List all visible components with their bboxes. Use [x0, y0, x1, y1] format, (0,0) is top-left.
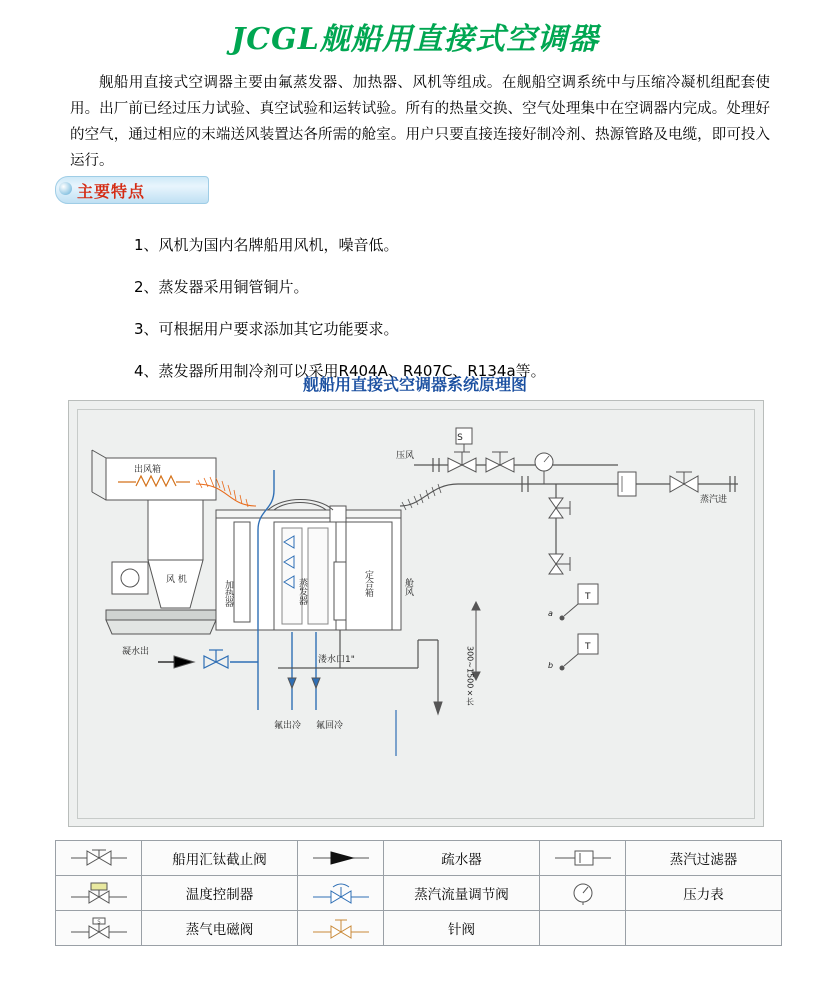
- legend-label: 船用汇钛截止阀: [142, 841, 298, 876]
- legend-empty-label: [626, 911, 782, 946]
- steam-flow-valve-icon: [298, 876, 384, 911]
- steam-filter-icon: [540, 841, 626, 876]
- label-tag-b: b: [548, 661, 554, 670]
- table-row: [56, 911, 782, 946]
- globe-stop-valve-icon: [56, 841, 142, 876]
- needle-valve-icon: [298, 911, 384, 946]
- drain-trap-icon: [298, 841, 384, 876]
- list-item: 3、可根据用户要求添加其它功能要求。: [134, 320, 399, 338]
- legend-label: 压力表: [626, 876, 782, 911]
- label-dimension: 300~1500×长: [465, 646, 475, 706]
- label-supply-air: 压风: [396, 451, 415, 461]
- legend-label: 蒸汽流量调节阀: [384, 876, 540, 911]
- intro-paragraph: 舰船用直接式空调器主要由氟蒸发器、加热器、风机等组成。在舰船空调系统中与压缩冷凝机组配套使用。出厂前已经过压力试验、真空试验和运转试验。所有的热量交换、空气处理集中在空调器内完成。处理好的空气，通过相应的末端送风装置达各所需的舱室。用户只要直接连接好制冷剂、热源管路及电缆，即可投入运行。: [70, 75, 770, 169]
- legend-label: 疏水器: [384, 841, 540, 876]
- banner-bullet-icon: [59, 182, 72, 195]
- label-freon-out: 氟出冷: [274, 721, 302, 731]
- temperature-controller-icon: [56, 876, 142, 911]
- diagram-title: 舰船用直接式空调器系统原理图: [302, 375, 527, 394]
- legend-label: 针阀: [384, 911, 540, 946]
- label-condensate-out: 凝水出: [122, 647, 150, 657]
- section-banner: [55, 176, 207, 202]
- label-mix-box: 定合箱: [363, 570, 373, 597]
- list-item: 4、蒸发器所用制冷剂可以采用R404A、R407C、R134a等。: [134, 362, 546, 380]
- diagram-frame: [68, 400, 764, 827]
- label-fan: 风 机: [166, 575, 187, 585]
- label-out-air-box: 出风箱: [134, 465, 162, 475]
- legend-label: 蒸汽过滤器: [626, 841, 782, 876]
- legend-empty-symbol: [540, 911, 626, 946]
- label-steam-in: 蒸汽进: [700, 495, 728, 505]
- page-title: JCGL舰船用直接式空调器: [231, 22, 599, 57]
- table-row: [56, 876, 782, 911]
- label-evaporator: 蒸发器: [297, 578, 307, 605]
- list-item: 2、蒸发器采用铜管铜片。: [134, 278, 309, 296]
- banner-label: 主要特点: [77, 182, 146, 201]
- label-sensor-t1: T: [585, 592, 591, 602]
- legend-table: [55, 840, 782, 946]
- diagram-inner-frame: [77, 409, 755, 819]
- pressure-gauge-icon: [540, 876, 626, 911]
- table-row: [56, 841, 782, 876]
- label-tag-a: a: [548, 609, 553, 618]
- label-drain-port: 溇水口1": [318, 655, 355, 665]
- steam-solenoid-valve-icon: [56, 911, 142, 946]
- legend-label: 蒸气电磁阀: [142, 911, 298, 946]
- label-sensor-s: S: [457, 433, 463, 443]
- label-return-air: 舱风: [403, 578, 413, 596]
- label-freon-back: 氟回冷: [316, 721, 344, 731]
- legend-label: 温度控制器: [142, 876, 298, 911]
- label-sensor-t2: T: [585, 642, 591, 652]
- svg-text:S: S: [96, 919, 101, 926]
- label-heater: 加热器: [223, 580, 233, 607]
- system-schematic: [78, 410, 754, 818]
- list-item: 1、风机为国内名牌船用风机，噪音低。: [134, 236, 399, 254]
